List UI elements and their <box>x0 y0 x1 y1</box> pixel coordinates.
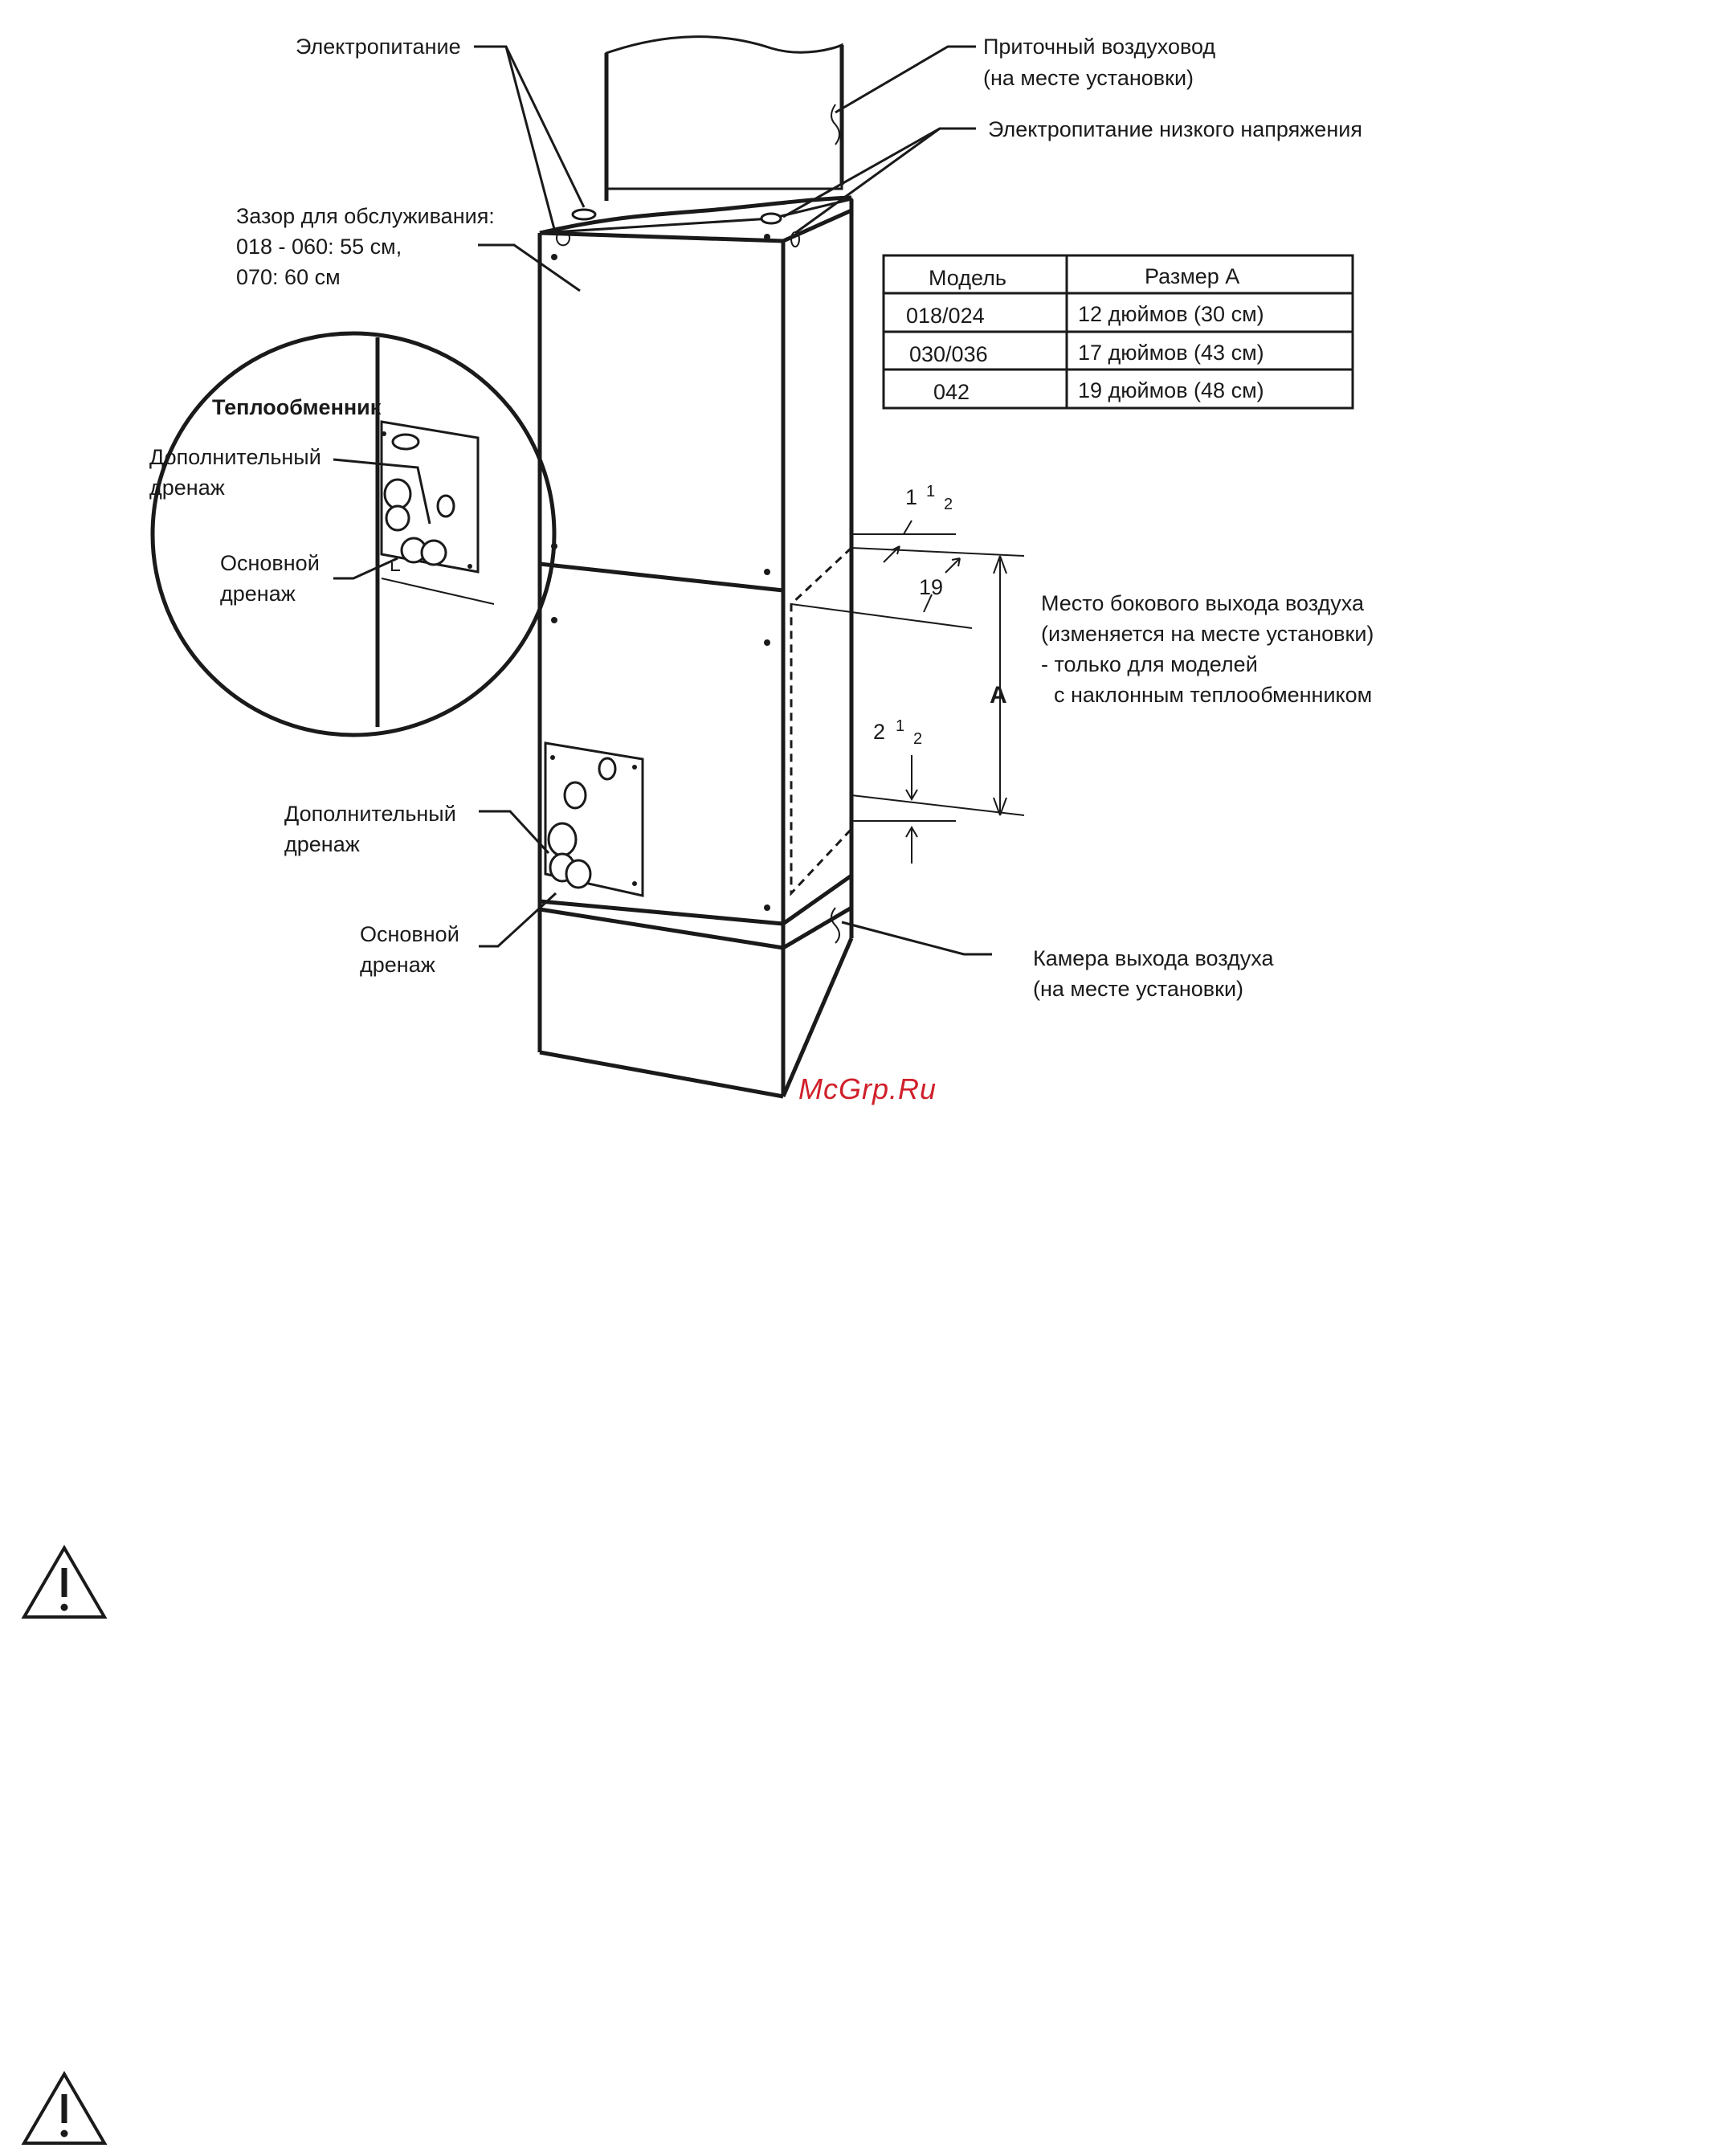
table-cell-size: 17 дюймов (43 см) <box>1078 341 1264 365</box>
side-outlet-note-1: (изменяется на месте установки) <box>1041 622 1374 646</box>
dim-19: 19 <box>919 575 944 599</box>
side-outlet-note-2: - только для моделей <box>1041 652 1258 676</box>
dim-bottom-den: 2 <box>913 730 923 748</box>
supply-duct-label: Приточный воздуховод <box>983 35 1216 59</box>
dim-top-den: 2 <box>944 496 953 513</box>
watermark: McGrp.Ru <box>798 1072 937 1105</box>
table-header-size: Размер A <box>1145 264 1240 288</box>
power-label: Электропитание <box>296 35 461 59</box>
warning-icon <box>24 2074 104 2143</box>
dim-bottom-num: 1 <box>896 717 905 735</box>
zoom-main-drain-label-2: дренаж <box>220 582 296 606</box>
main-drain-label-2: дренаж <box>360 953 435 977</box>
dim-a: A <box>990 682 1007 708</box>
clearance-value-1: 018 - 060: 55 см, <box>236 235 402 259</box>
dim-bottom-whole: 2 <box>873 720 886 744</box>
table-cell-size: 12 дюймов (30 см) <box>1078 302 1264 326</box>
size-table <box>884 255 1353 408</box>
zoom-aux-drain-label-2: дренаж <box>149 476 225 500</box>
heat-exchanger-detail <box>153 333 554 735</box>
clearance-label: Зазор для обслуживания: <box>236 204 495 228</box>
table-header-model: Модель <box>929 266 1006 290</box>
dim-top-num: 1 <box>926 483 936 500</box>
table-cell-model: 018/024 <box>906 304 985 328</box>
zoom-aux-drain-label: Дополнительный <box>149 445 321 469</box>
warning-icon <box>24 1548 104 1617</box>
table-cell-model: 042 <box>933 380 970 404</box>
supply-duct-note: (на месте установки) <box>983 66 1194 90</box>
side-outlet-note-3: с наклонным теплообменником <box>1054 683 1373 707</box>
dim-top-whole: 1 <box>905 485 918 509</box>
clearance-value-2: 070: 60 см <box>236 265 341 289</box>
air-handler-unit <box>540 37 972 1096</box>
aux-drain-label: Дополнительный <box>284 802 456 826</box>
zoom-main-drain-label: Основной <box>220 551 320 575</box>
aux-drain-label-2: дренаж <box>284 832 360 856</box>
low-voltage-label: Электропитание низкого напряжения <box>988 117 1362 141</box>
side-outlet-label: Место бокового выхода воздуха <box>1041 591 1364 615</box>
heat-exchanger-label: Теплообменник <box>212 395 382 419</box>
plenum-note: (на месте установки) <box>1033 977 1244 1001</box>
table-cell-model: 030/036 <box>909 342 988 366</box>
main-drain-label: Основной <box>360 922 459 946</box>
table-cell-size: 19 дюймов (48 см) <box>1078 378 1264 402</box>
plenum-label: Камера выхода воздуха <box>1033 946 1274 970</box>
